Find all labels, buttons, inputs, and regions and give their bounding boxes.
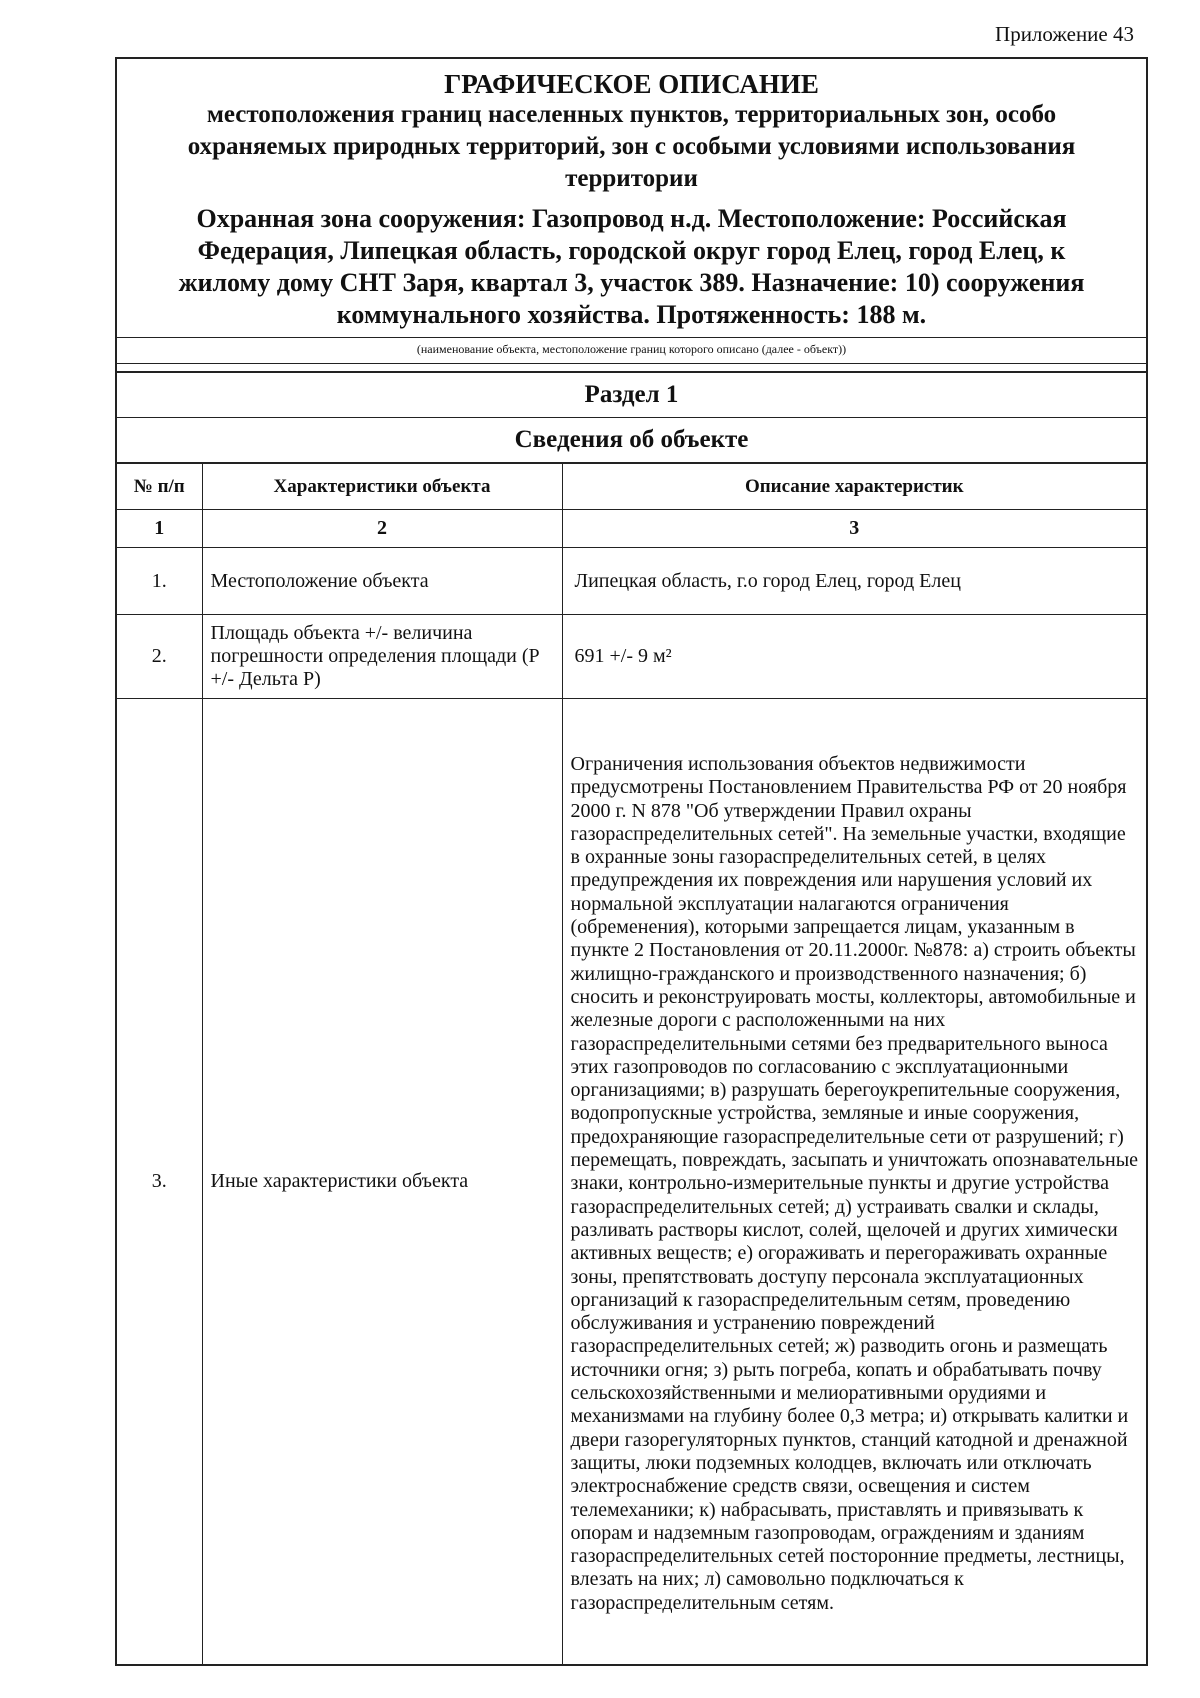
row-number: 1. — [117, 548, 202, 615]
document-frame — [115, 57, 1148, 1666]
row-number: 3. — [117, 699, 202, 1665]
row-description: Ограничения использования объектов недвижимости предусмотрены Постановлением Правительства РФ от 20 ноября 2000 г. N 878 "Об утверждении Правил охраны газораспределительных сетей". На земельные участки, входящие в охранные зоны газораспределительных сетей, в целях предупреждения их повреждения или нарушения условий их нормальной эксплуатации налагаются ограничения (обременения), которыми запрещается лицам, указанным в пункте 2 Постановления от 20.11.2000г. №878: а) строить объекты жилищно-гражданского и производственного назначения; б) сносить и реконструировать мосты, коллекторы, автомобильные и железные дороги с расположенными на них газораспределительными сетями без предварительного выноса этих газопроводов по согласованию с эксплуатационными организациями; в) разрушать берегоукрепительные сооружения, водопропускные устройства, земляные и иные сооружения, предохраняющие газораспределительные сети от разрушений; г) перемещать, повреждать, засыпать и уничтожать опознавательные знаки, контрольно-измерительные пункты и другие устройства газораспределительных сетей; д) устраивать свалки и склады, разливать растворы кислот, солей, щелочей и других химически активных веществ; е) огораживать и перегораживать охранные зоны, препятствовать доступу персонала эксплуатационных организаций к газораспределительным сетям, проведению обслуживания и устранению повреждений газораспределительных сетей; ж) разводить огонь и размещать источники огня; з) рыть погреба, копать и обрабатывать почву сельскохозяйственными и мелиоративными орудиями и механизмами на глубину более 0,3 метра; и) открывать калитки и двери газорегуляторных пунктов, станций катодной и дренажной защиты, люки подземных колодцев, включать или отключать электроснабжение средств связи, освещения и систем телемеханики; к) набрасывать, приставлять и привязывать к опорам и надземным газопроводам, ограждениям и зданиям газораспределительных сетей посторонние предметы, лестницы, влезать на них; л) самовольно подключаться к газораспределительным сетям. — [570, 753, 1139, 1614]
object-name-caption: (наименование объекта, местоположение границ которого описано (далее - объект)) — [117, 338, 1146, 364]
header-characteristics: Характеристики объекта — [202, 464, 562, 510]
section-label: Раздел 1 — [117, 373, 1146, 418]
table-row — [117, 615, 1146, 699]
header-description: Описание характеристик — [562, 464, 1146, 510]
table-index-row — [117, 510, 1146, 548]
index-cell: 3 — [562, 510, 1146, 548]
document-subtitle: местоположения границ населенных пунктов, территориальных зон, особо охраняемых природных территорий, зон с особыми условиями использования территории — [187, 101, 1076, 192]
row-characteristic: Площадь объекта +/- величина погрешности определения площади (P +/- Дельта P) — [202, 615, 562, 699]
object-name: Охранная зона сооружения: Газопровод н.д. Местоположение: Российская Федерация, Липецкая область, городской округ город Елец, город Елец, к жилому дому СНТ Заря, квартал 3, участок 389. Назначение: 10) сооружения коммунального хозяйства. Протяженность: 188 м. — [178, 204, 1085, 329]
row-characteristic: Местоположение объекта — [202, 548, 562, 615]
index-cell: 2 — [202, 510, 562, 548]
row-description: 691 +/- 9 м² — [562, 615, 1146, 699]
row-number: 2. — [117, 615, 202, 699]
section-heading: Сведения об объекте — [117, 418, 1146, 463]
object-info-table — [117, 463, 1146, 1664]
index-cell: 1 — [117, 510, 202, 548]
appendix-label: Приложение 43 — [995, 22, 1134, 46]
divider — [117, 364, 1146, 373]
table-row — [117, 548, 1146, 615]
table-header-row — [117, 464, 1146, 510]
row-description: Липецкая область, г.о город Елец, город Елец — [562, 548, 1146, 615]
header-num: № п/п — [117, 464, 202, 510]
row-characteristic: Иные характеристики объекта — [202, 699, 562, 1665]
title-block — [117, 69, 1146, 338]
table-row — [117, 699, 1146, 1665]
row-description-cell — [562, 699, 1146, 1665]
document-title: ГРАФИЧЕСКОЕ ОПИСАНИЕ — [444, 69, 819, 99]
